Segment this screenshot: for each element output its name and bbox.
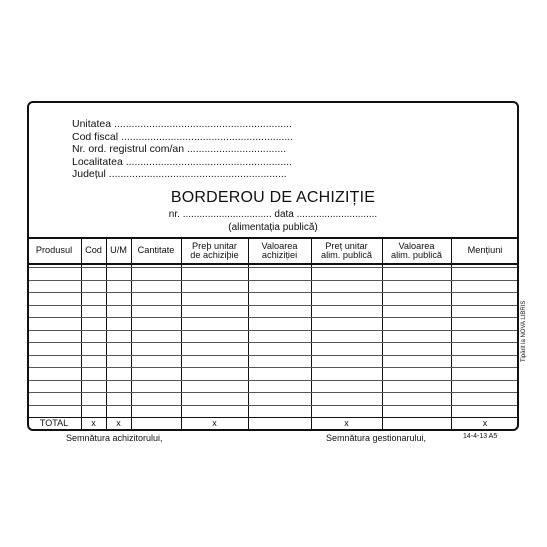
total-pret-achizitie: x <box>212 418 217 428</box>
col-divider <box>248 237 249 429</box>
table-row-line <box>29 280 517 281</box>
table-row-line <box>29 267 517 268</box>
nr-data-line: nr. ................................ data ............................. <box>168 209 378 220</box>
col-header-pret-achizitie: Preþ unitar de achiziþie <box>190 240 239 260</box>
total-row <box>27 417 519 429</box>
total-label: TOTAL <box>39 418 69 428</box>
field-localitatea: Localitatea ......................................................... <box>72 155 292 168</box>
total-cod: x <box>91 418 96 428</box>
col-divider <box>181 237 182 429</box>
col-header-mentiuni: Mențiuni <box>467 245 503 256</box>
col-header-um: U/M <box>110 245 127 256</box>
header-fields <box>72 118 293 181</box>
table-row-line <box>29 405 517 406</box>
field-nr-registru: Nr. ord. registrul com/an .................................. <box>72 143 287 156</box>
col-header-cantitate: Cantitate <box>137 245 175 256</box>
signature-manager: Semnătura gestionarului, <box>326 433 427 443</box>
field-judetul: Județul ............................................................. <box>72 168 287 181</box>
form-subtitle: (alimentația publică) <box>228 222 318 233</box>
entries-table <box>27 237 519 431</box>
total-pret-alim: x <box>344 418 349 428</box>
col-divider <box>106 237 107 429</box>
table-row-line <box>29 392 517 393</box>
col-divider <box>81 237 82 429</box>
form-title: BORDEROU DE ACHIZIȚIE <box>170 189 376 206</box>
total-um: x <box>116 418 121 428</box>
field-unitatea: Unitatea ............................................................. <box>72 118 292 130</box>
form-code: 14-4-13 A5 <box>463 433 498 440</box>
total-mentiuni: x <box>482 418 488 428</box>
col-header-valoarea-achizitiei: Valoarea achiziției <box>261 240 298 260</box>
table-row-line <box>29 317 517 318</box>
table-row-line <box>29 342 517 343</box>
col-divider <box>131 237 132 429</box>
signature-buyer: Semnătura achizitorului, <box>66 433 163 443</box>
col-header-cod: Cod <box>85 245 102 256</box>
table-row-line <box>29 367 517 368</box>
table-row-line <box>29 380 517 381</box>
col-header-pret-alim: Preț unitar alim. publică <box>320 240 373 260</box>
table-row-line <box>29 330 517 331</box>
col-divider <box>382 237 383 429</box>
printer-mark: Tipărit la NOVA LIBRIS <box>521 300 527 362</box>
field-cod-fiscal: Cod fiscal ........................................................... <box>72 130 294 143</box>
col-divider <box>451 237 452 429</box>
table-row-line <box>29 355 517 356</box>
table-row-line <box>29 292 517 293</box>
table-row-line <box>29 305 517 306</box>
col-header-valoarea-alim: Valoarea alim. publică <box>390 240 443 260</box>
col-divider <box>311 237 312 429</box>
col-header-produsul: Produsul <box>35 245 73 256</box>
acquisition-form <box>27 101 519 431</box>
